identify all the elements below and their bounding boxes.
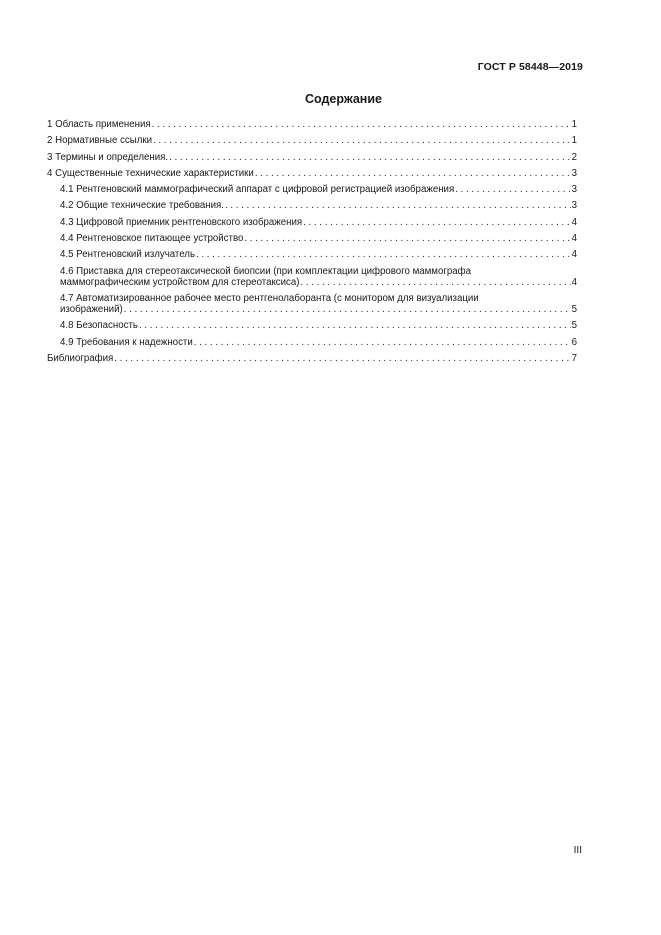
toc-page-number: 5 [571, 320, 577, 332]
toc-leader-dots [301, 277, 571, 288]
toc-leader-dots [255, 168, 571, 179]
toc-entry-4-8[interactable] [47, 320, 577, 331]
toc-entry-4[interactable] [47, 168, 577, 179]
toc-entry-text-line1: 4.6 Приставка для стереотаксической биопсии (при комплектации цифрового маммографа [60, 265, 472, 277]
toc-page-number: 6 [571, 336, 577, 348]
toc-leader-dots [455, 184, 570, 195]
toc-entry-4-7[interactable] [47, 293, 577, 315]
toc-page-number: 1 [571, 135, 577, 147]
toc-entry-4-9[interactable] [47, 337, 577, 348]
page-number: III [573, 845, 582, 856]
toc-leader-dots [225, 200, 571, 211]
toc-entry-text: 1 Область применения [47, 119, 151, 130]
toc-entry-text: 4 Существенные технические характеристики [47, 167, 254, 179]
toc-entry-text: 4.3 Цифровой приемник рентгеновского изображения [60, 216, 303, 228]
toc-entry-text: маммографическим устройством для стереотаксиса) [60, 276, 300, 288]
toc-entry-3[interactable] [47, 152, 577, 163]
toc-leader-dots [124, 304, 571, 315]
toc-page-number: 1 [571, 119, 577, 130]
toc-leader-dots [169, 152, 571, 163]
toc-entry-4-5[interactable] [47, 249, 577, 260]
toc-entry-text: 2 Нормативные ссылки [47, 135, 153, 147]
document-code: ГОСТ Р 58448—2019 [477, 61, 583, 73]
toc-entry-4-4[interactable] [47, 233, 577, 244]
toc-entry-4-2[interactable] [47, 200, 577, 211]
toc-entry-text: 4.5 Рентгеновский излучатель [60, 249, 196, 261]
toc-leader-dots [196, 249, 571, 260]
toc-page-number: 4 [571, 216, 577, 228]
toc-page-number: 4 [571, 276, 577, 288]
toc-entry-text: Библиография [47, 352, 114, 364]
toc-leader-dots [244, 233, 570, 244]
toc-entry-1[interactable] [47, 119, 577, 130]
toc-entry-bibliography[interactable] [47, 353, 577, 364]
toc-entry-text: изображений) [60, 303, 123, 315]
table-of-contents [47, 119, 577, 369]
toc-page-number: 7 [571, 352, 577, 364]
toc-entry-4-3[interactable] [47, 217, 577, 228]
toc-entry-text-line1: 4.7 Автоматизированное рабочее место рентгенолаборанта (с монитором для визуализации [60, 292, 479, 304]
toc-entry-4-1[interactable] [47, 184, 577, 195]
toc-entry-text: 3 Термины и определения. [47, 151, 169, 163]
toc-page-number: 5 [571, 303, 577, 315]
toc-entry-text: 4.8 Безопасность [60, 320, 138, 332]
toc-leader-dots [139, 320, 571, 331]
toc-leader-dots [303, 217, 570, 228]
toc-page-number: 3 [571, 200, 577, 212]
toc-page-number: 3 [571, 184, 577, 196]
toc-page-number: 4 [571, 249, 577, 261]
toc-leader-dots [152, 119, 571, 130]
toc-page-number: 2 [571, 151, 577, 163]
toc-entry-text: 4.2 Общие технические требования. [60, 200, 224, 212]
toc-entry-text: 4.4 Рентгеновское питающее устройство [60, 233, 244, 245]
toc-page-number: 3 [571, 167, 577, 179]
toc-leader-dots [194, 337, 571, 348]
toc-page-number: 4 [571, 233, 577, 245]
toc-entry-text: 4.1 Рентгеновский маммографический аппарат с цифровой регистрацией изображения [60, 184, 455, 196]
toc-entry-2[interactable] [47, 135, 577, 146]
toc-entry-text: 4.9 Требования к надежности [60, 336, 193, 348]
toc-leader-dots [153, 135, 571, 146]
toc-entry-4-6[interactable] [47, 266, 577, 288]
toc-title: Содержание [304, 92, 382, 106]
toc-leader-dots [114, 353, 570, 364]
